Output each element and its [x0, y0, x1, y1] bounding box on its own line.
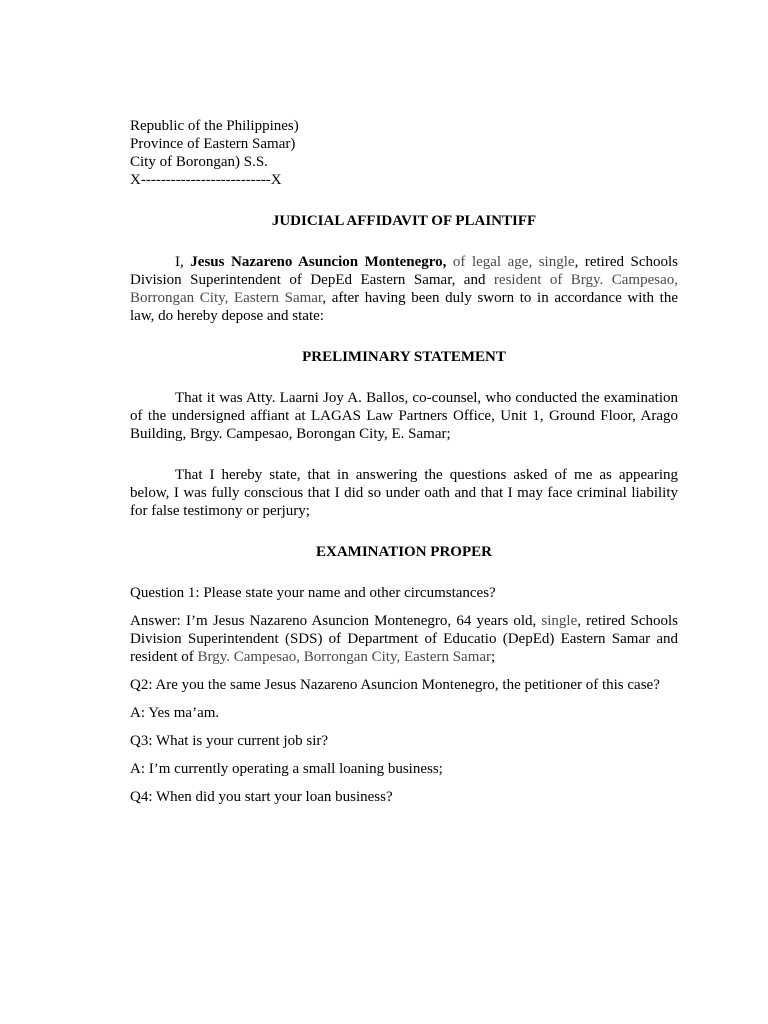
answer-1-status: single — [541, 613, 578, 629]
intro-occupation: , retired Schools Division Superintendent of DepEd Eastern Samar, and — [130, 254, 679, 288]
affiant-name: Jesus Nazareno Asuncion Montenegro, — [190, 254, 447, 270]
caption-separator: X--------------------------X — [130, 172, 282, 188]
intro-residence: resident of Brgy. Campesao, Borrongan City, Eastern Samar — [130, 272, 678, 306]
question-1: Question 1: Please state your name and other circumstances? — [130, 585, 496, 601]
examination-heading: EXAMINATION PROPER — [316, 544, 492, 560]
caption-republic: Republic of the Philippines) — [130, 118, 299, 134]
caption-city: City of Borongan) S.S. — [130, 154, 268, 170]
document-body — [130, 117, 678, 806]
preliminary-paragraph-2: That I hereby state, that in answering the questions asked of me as appearing below, I was fully conscious that I did so under oath and that I may face criminal liability for false testimony or perjury; — [130, 467, 678, 519]
intro-lead: I, — [175, 254, 191, 270]
preliminary-heading: PRELIMINARY STATEMENT — [302, 349, 506, 365]
document-title: JUDICIAL AFFIDAVIT OF PLAINTIFF — [271, 213, 537, 229]
answer-1-name: Answer: I’m Jesus Nazareno Asuncion Montenegro, 64 years old, — [130, 613, 542, 629]
question-4: Q4: When did you start your loan business? — [130, 789, 393, 805]
answer-2: A: Yes ma’am. — [130, 705, 220, 721]
answer-1-occupation: , retired Schools Division Superintendent (SDS) of Department of Educatio (DepEd) Eastern Samar and resident of — [130, 613, 678, 665]
question-3: Q3: What is your current job sir? — [130, 733, 329, 749]
intro-paragraph — [130, 253, 678, 325]
caption-province: Province of Eastern Samar) — [130, 136, 296, 152]
venue-caption — [130, 117, 678, 189]
question-2: Q2: Are you the same Jesus Nazareno Asuncion Montenegro, the petitioner of this case? — [130, 677, 660, 693]
preliminary-paragraph-1: That it was Atty. Laarni Joy A. Ballos, co-counsel, who conducted the examination of the undersigned affiant at LAGAS Law Partners Office, Unit 1, Ground Floor, Arago Building, Brgy. Campesao, Borongan City, E. Samar; — [130, 390, 678, 442]
intro-oath: , after having been duly sworn to in accordance with the law, do hereby depose and state: — [130, 290, 678, 324]
answer-3: A: I’m currently operating a small loaning business; — [130, 761, 443, 777]
answer-1-end: ; — [491, 649, 496, 665]
intro-age-status: of legal age, single — [446, 254, 575, 270]
answer-1-residence: Brgy. Campesao, Borrongan City, Eastern Samar — [197, 649, 492, 665]
answer-1 — [130, 612, 678, 666]
